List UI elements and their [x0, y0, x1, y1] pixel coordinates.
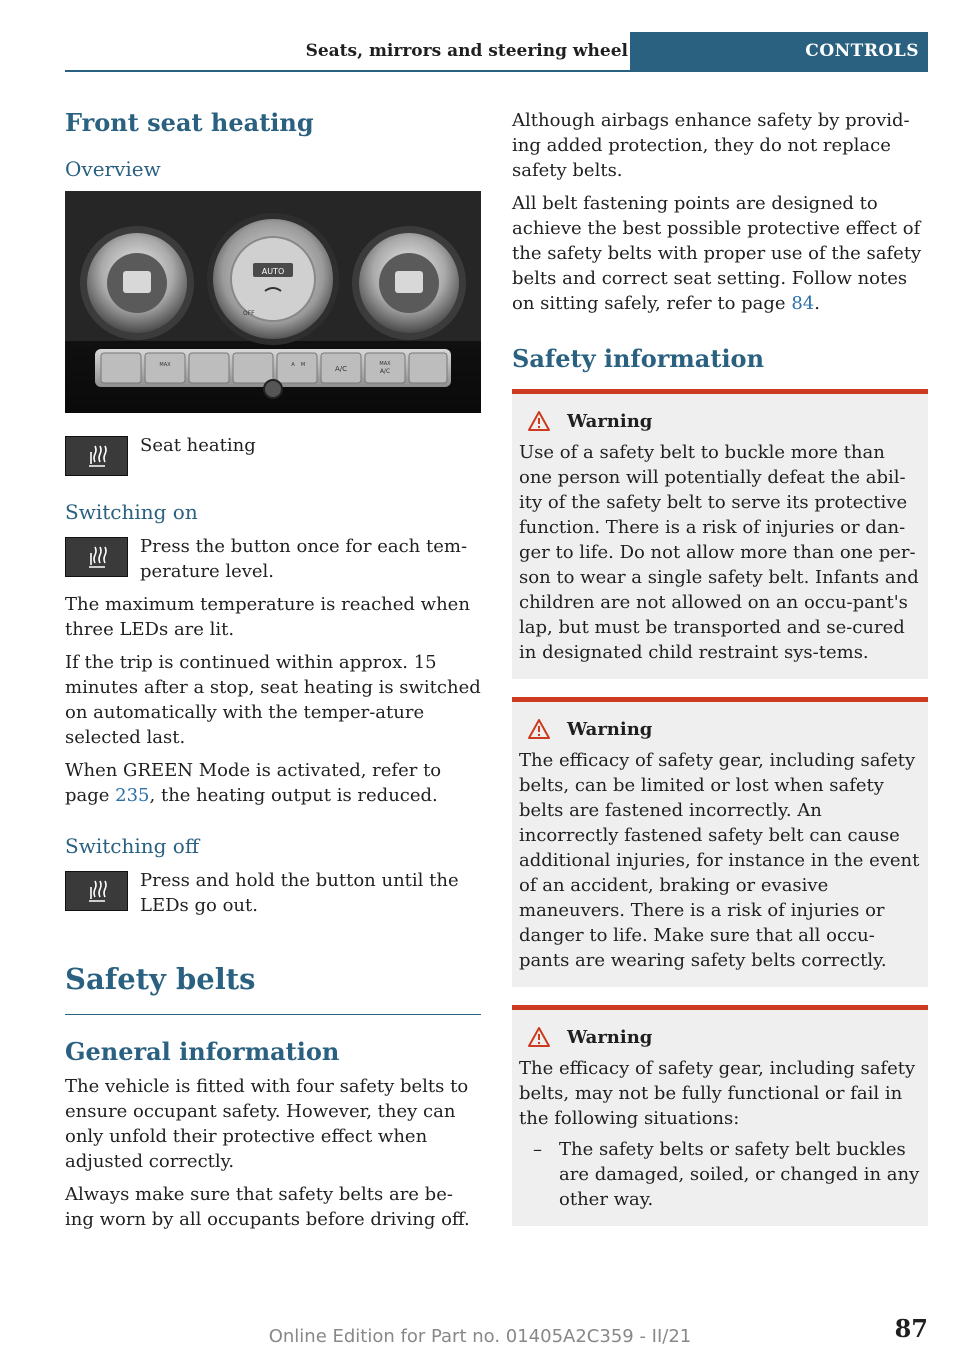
general-information-heading: General information — [65, 1037, 340, 1066]
general-info-paragraph-2: Always make sure that safety belts are be-ing worn by all occupants before driving off. — [65, 1184, 470, 1230]
page-link-235[interactable]: 235 — [115, 785, 150, 806]
switching-on-heading: Switching on — [65, 500, 198, 524]
ac-label: A/C — [334, 365, 348, 373]
warning-box — [512, 1005, 928, 1226]
edition-text: Online Edition for Part no. 01405A2C359 - II/21 — [268, 1326, 692, 1347]
warning-triangle-icon — [527, 718, 551, 740]
max-defrost-label: MAX — [159, 362, 171, 368]
auto-label: AUTO — [261, 267, 285, 276]
left-column — [65, 100, 481, 1240]
warning-title-text: Warning — [567, 1026, 653, 1048]
am-a-label: A — [291, 362, 295, 368]
warning-title — [519, 1024, 921, 1050]
green-mode-text-start: When GREEN Mode is activated, refer to page — [65, 760, 442, 806]
safety-information-heading: Safety information — [512, 344, 765, 373]
front-seat-heating-heading: Front seat heating — [65, 108, 314, 137]
warning-box — [512, 697, 928, 987]
switching-off-heading: Switching off — [65, 834, 200, 858]
max-temperature-text: The maximum temperature is reached when three LEDs are lit. — [65, 594, 470, 640]
switching-off-text: Press and hold the button until the LEDs go out. — [140, 870, 459, 916]
seat-heating-button-icon — [65, 871, 128, 911]
switching-on-row — [65, 534, 481, 584]
warning-title — [519, 716, 921, 742]
am-m-label: M — [300, 362, 306, 368]
switching-off-row — [65, 868, 481, 918]
list-item-text: The safety belts or safety belt buckles are damaged, soiled, or changed in any other way. — [559, 1139, 920, 1210]
general-info-paragraph-1: The vehicle is fitted with four safety belts to ensure occupant safety. However, they can only unfold their protective effect when adjusted correctly. — [65, 1076, 469, 1172]
off-label: OFF — [243, 310, 255, 317]
climate-control-panel-image — [65, 191, 481, 413]
warning-title-text: Warning — [567, 410, 653, 432]
seat-heating-label: Seat heating — [140, 435, 256, 456]
warning-text: The efficacy of safety gear, including safety belts, may not be fully functional or fail in the following situations: — [519, 1058, 916, 1129]
seat-heating-row — [65, 433, 481, 476]
warning-box — [512, 389, 928, 679]
seat-heating-button-icon — [65, 436, 128, 476]
overview-heading: Overview — [65, 157, 161, 181]
header-rule — [65, 70, 928, 72]
warning-triangle-icon — [527, 1026, 551, 1048]
green-mode-text-end: , the heating output is reduced. — [149, 785, 438, 806]
warning-triangle-icon — [527, 410, 551, 432]
safety-belts-heading: Safety belts — [65, 962, 481, 1015]
header-section-title: Seats, mirrors and steering wheel — [305, 41, 628, 61]
max-ac-max-label: MAX — [379, 361, 391, 367]
warning-title-text: Warning — [567, 718, 653, 740]
airbags-paragraph: Although airbags enhance safety by provid-ing added protection, they do not replace safety belts. — [512, 110, 910, 181]
page-number: 87 — [894, 1314, 928, 1343]
belt-fastening-paragraph — [512, 191, 928, 316]
warning-text: Use of a safety belt to buckle more than one person will potentially defeat the abil-ity of the safety belt to serve its protective function. There is a risk of injuries or dan-ger to life. Do not allow more than one per-son to wear a single safety belt. Infants and children are not allowed on an occu-pant's lap, but must be transported and se-cured in designated child restraint sys-tems. — [519, 442, 919, 663]
page-header — [65, 32, 928, 72]
right-column — [512, 108, 928, 1244]
trip-continued-text: If the trip is continued within approx. 15 minutes after a stop, seat heating is switched on automatically with the temper-ature selected last. — [65, 652, 481, 748]
warning-list-item — [519, 1137, 921, 1212]
belt-fastening-text: All belt fastening points are designed to achieve the best possible protective effect of the safety belts with proper use of the safety belts and correct seat setting. Follow notes on sitting safely, refer to page — [512, 193, 922, 314]
page-link-84[interactable]: 84 — [791, 293, 815, 314]
belt-fastening-period: . — [814, 293, 820, 314]
green-mode-text — [65, 758, 481, 808]
switching-on-text: Press the button once for each tem-perature level. — [140, 536, 468, 582]
warning-title — [519, 408, 921, 434]
list-dash: – — [533, 1139, 542, 1160]
page-footer — [0, 1312, 960, 1352]
max-ac-label: A/C — [379, 368, 391, 375]
seat-heating-button-icon — [65, 537, 128, 577]
header-chapter-tab: CONTROLS — [630, 32, 928, 70]
warning-text: The efficacy of safety gear, including safety belts, can be limited or lost when safety belts are fastened incorrectly. An incorrectly fastened safety belt can cause additional injuries, for instance in the event of an accident, braking or evasive maneuvers. There is a risk of injuries or danger to life. Make sure that all occu-pants are wearing safety belts correctly. — [519, 750, 920, 971]
